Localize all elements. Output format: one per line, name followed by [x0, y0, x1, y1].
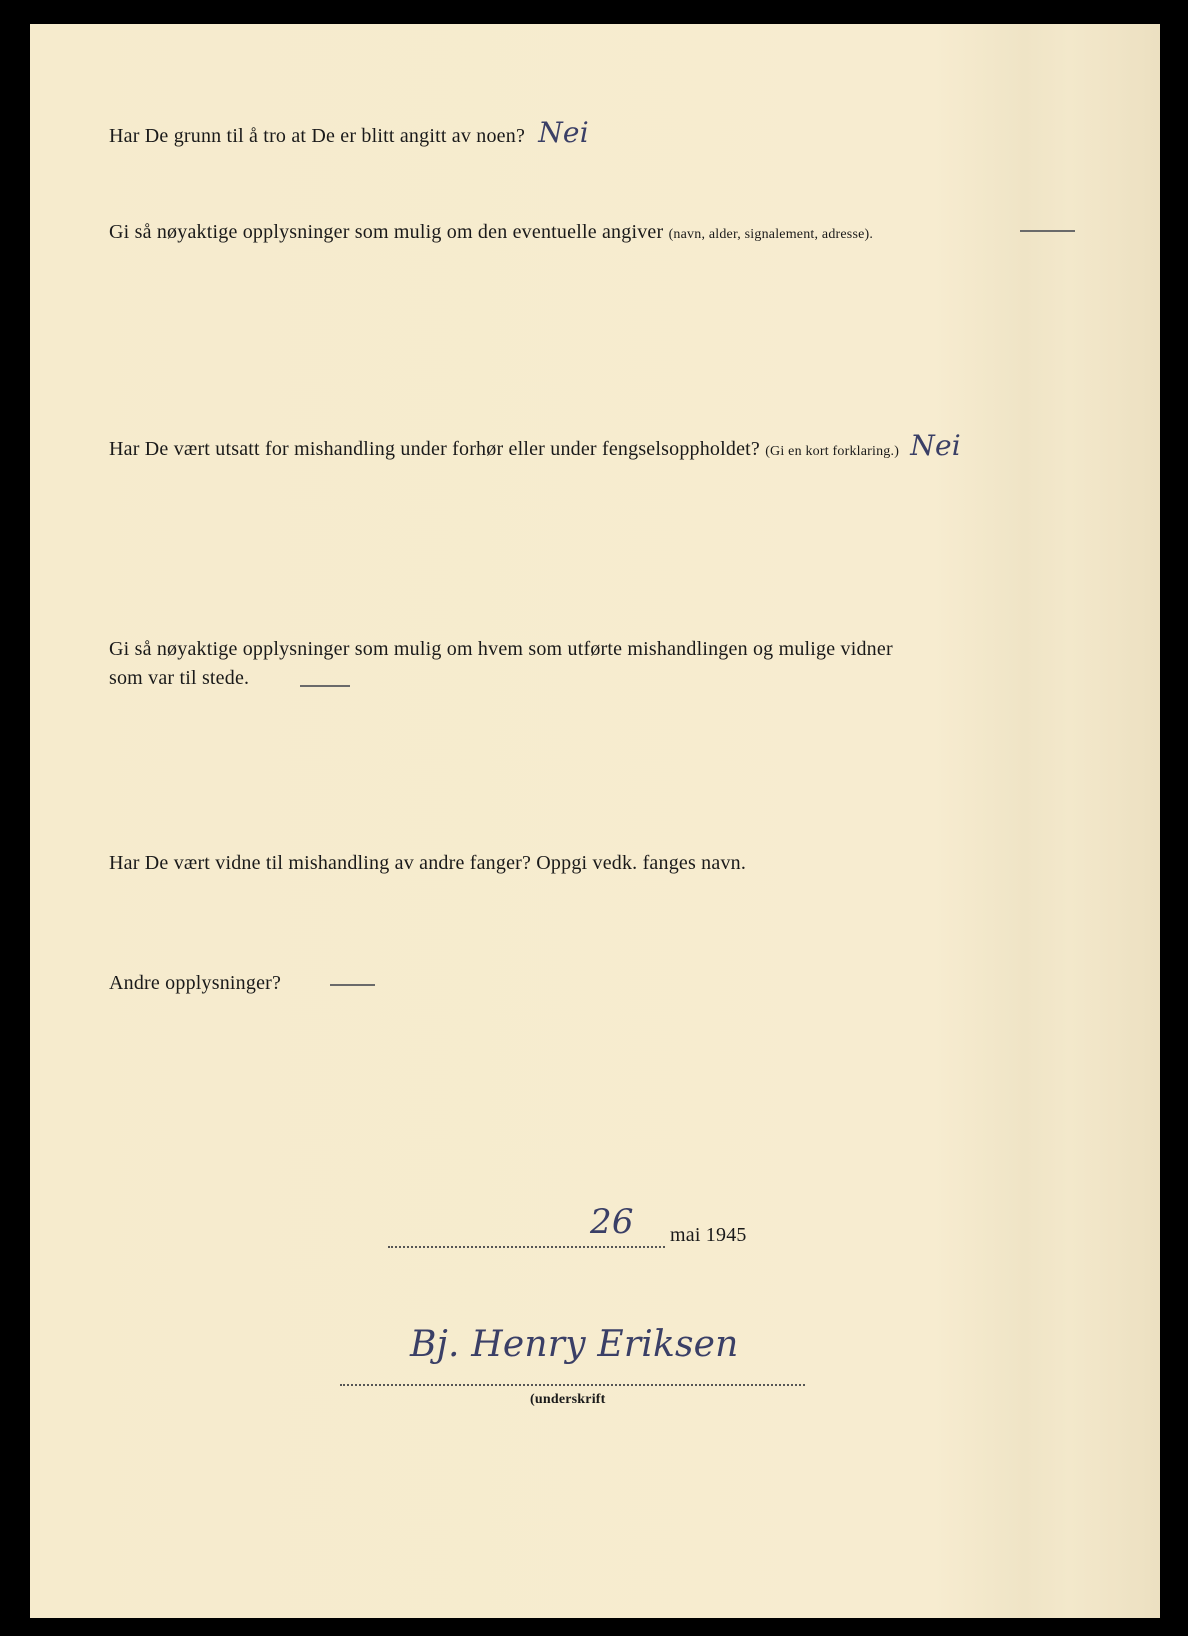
question-mistreatment-text: Har De vært utsatt for mishandling under forhør eller under fengselsoppholdet? [109, 438, 760, 460]
date-dotted-line [388, 1246, 665, 1248]
question-witness [109, 852, 746, 875]
question-perpetrators-line2 [109, 667, 249, 690]
signature-label: (underskrift [530, 1392, 606, 1407]
date-month-year: mai 1945 [670, 1224, 747, 1246]
blank-dash [1020, 230, 1075, 232]
question-perpetrators-text-1: Gi så nøyaktige opplysninger som mulig om hvem som utførte mishandlingen og mulige vidner [109, 638, 893, 660]
question-witness-text: Har De vært vidne til mishandling av andre fanger? Oppgi vedk. fanges navn. [109, 852, 747, 874]
question-denounced [109, 116, 589, 149]
blank-dash [330, 984, 375, 986]
signature: Bj. Henry Eriksen [410, 1324, 739, 1365]
question-mistreatment-note: (Gi en kort forklaring.) [765, 444, 900, 459]
question-informer-note: (navn, alder, signalement, adresse). [668, 227, 874, 242]
answer-mistreatment: Nei [910, 429, 961, 462]
question-perpetrators-line1 [109, 638, 893, 661]
question-informer-text: Gi så nøyaktige opplysninger som mulig om den eventuelle angiver [109, 221, 664, 243]
signature-dotted-line [340, 1384, 805, 1386]
blank-dash [300, 685, 350, 687]
form-page [30, 24, 1160, 1618]
question-denounced-text: Har De grunn til å tro at De er blitt angitt av noen? [109, 125, 526, 147]
question-informer [109, 221, 873, 244]
question-mistreatment [109, 429, 961, 462]
question-other [109, 972, 281, 995]
answer-denounced: Nei [538, 116, 589, 149]
date-day: 26 [590, 1202, 634, 1242]
question-perpetrators-text-2: som var til stede. [109, 667, 250, 689]
question-other-text: Andre opplysninger? [109, 972, 282, 994]
